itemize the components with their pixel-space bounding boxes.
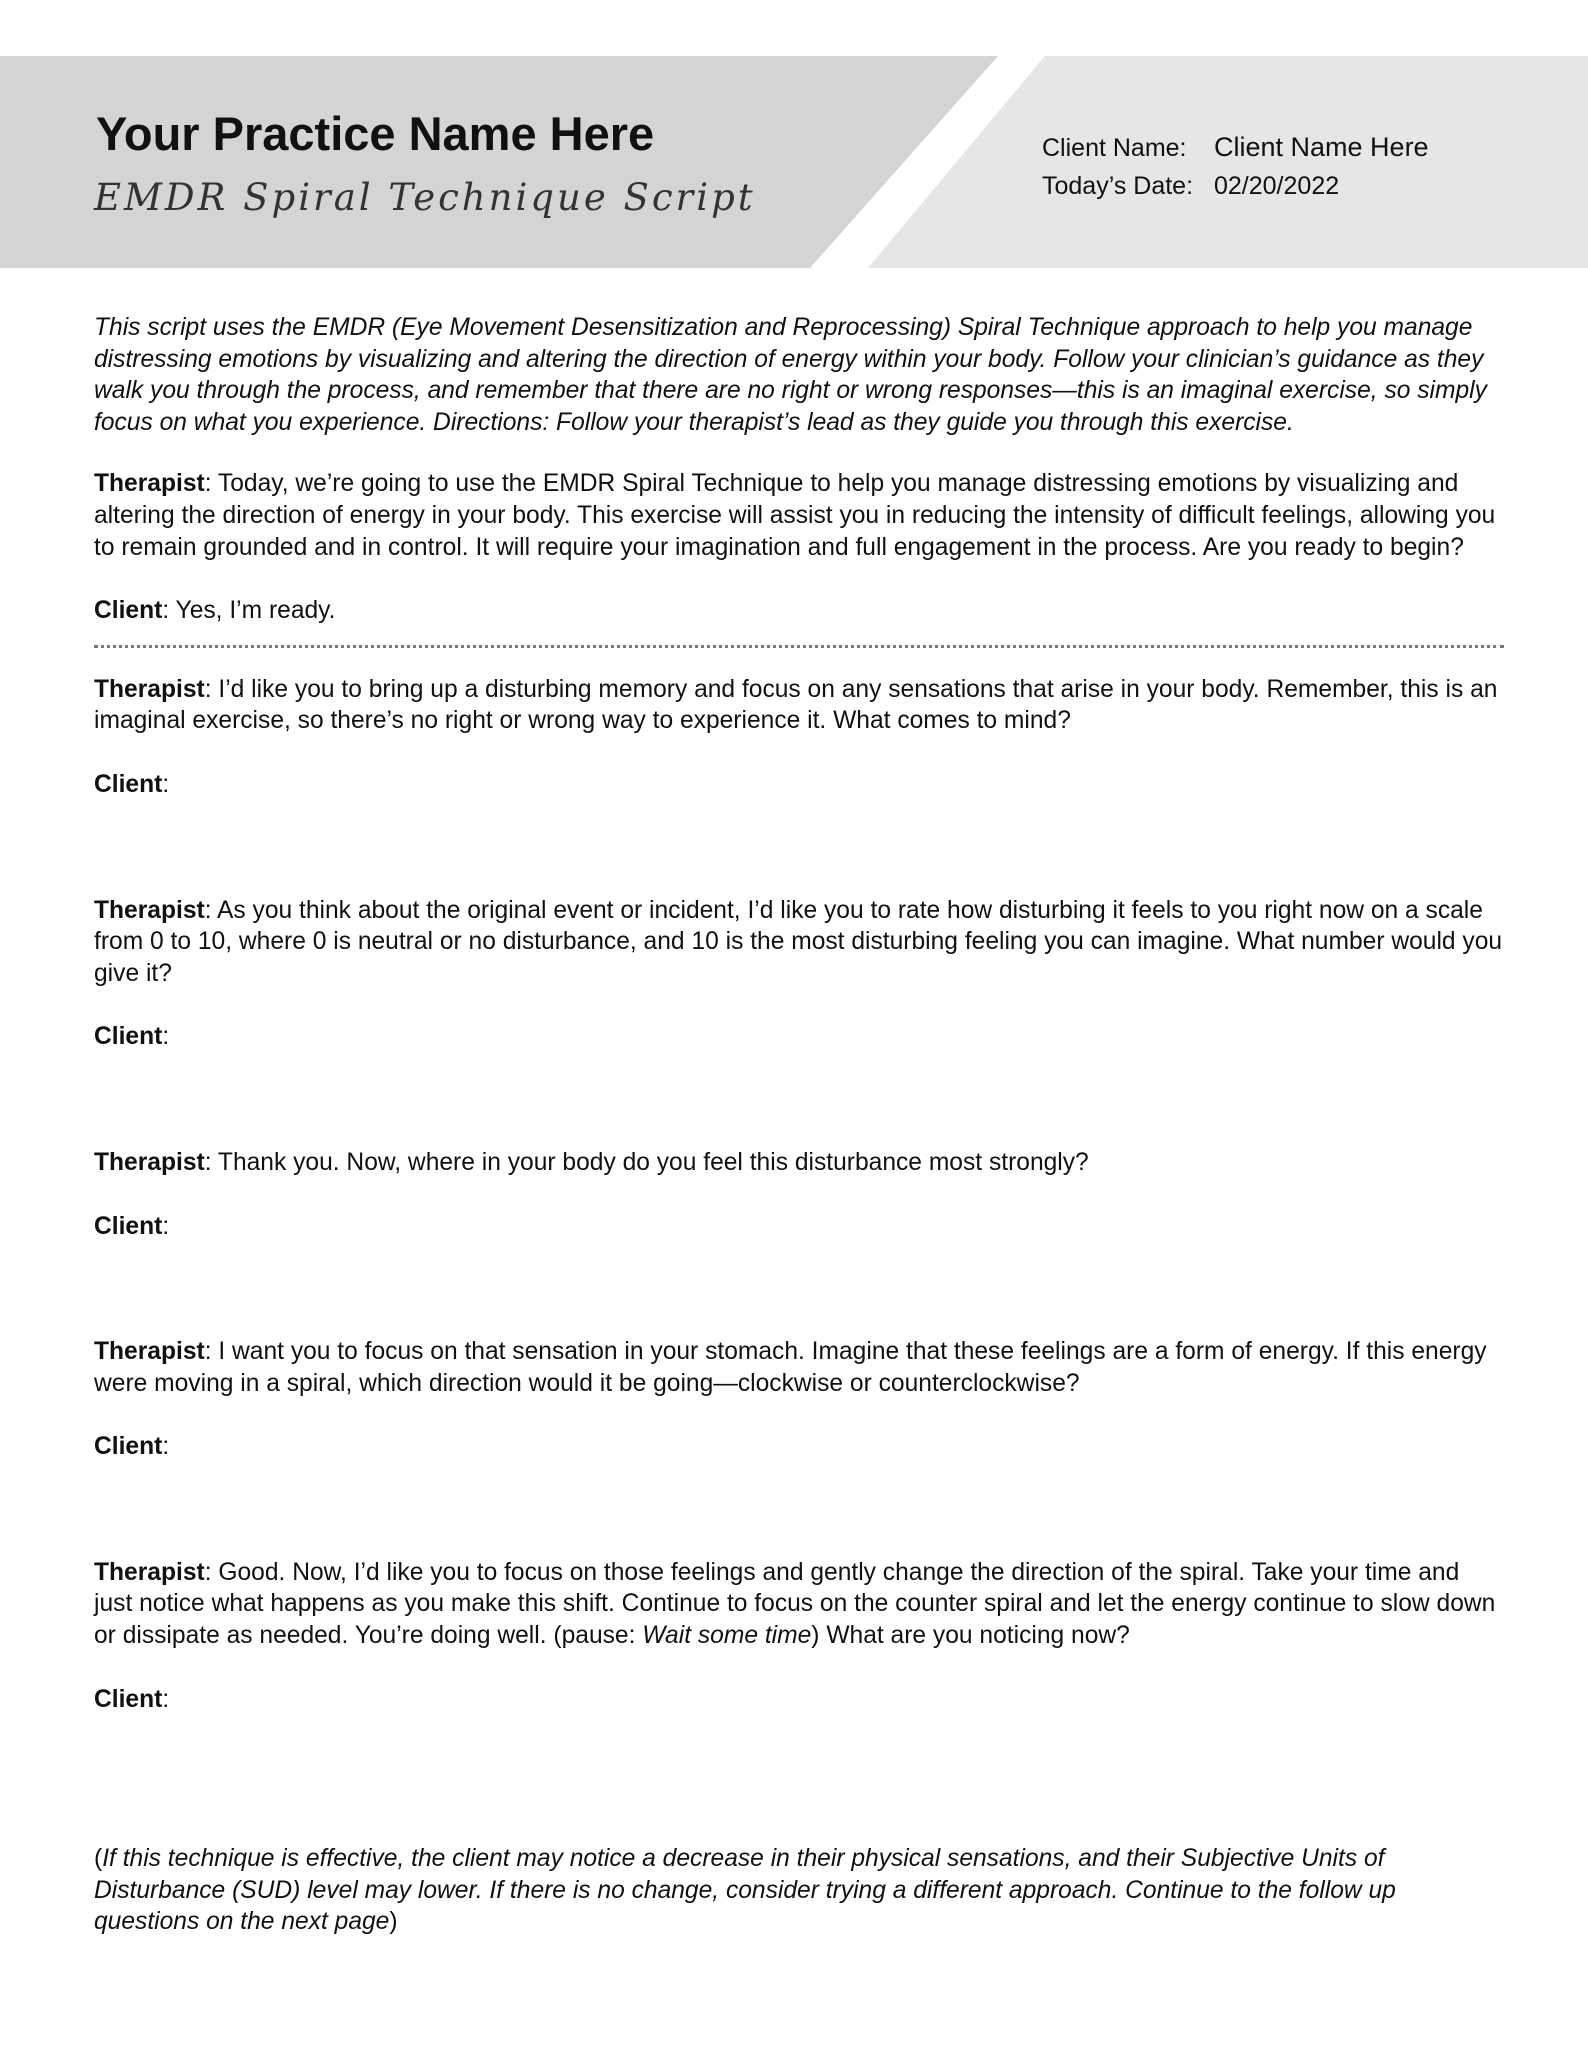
practice-name: Your Practice Name Here	[96, 107, 655, 160]
speaker-therapist: Therapist	[94, 1558, 205, 1586]
client-text: :	[162, 1212, 170, 1240]
prompt-2-therapist-line	[94, 895, 1504, 990]
client-name-row	[1042, 132, 1429, 172]
speaker-client: Client	[94, 1212, 163, 1240]
client-text: :	[162, 770, 170, 798]
speaker-client: Client	[94, 770, 163, 798]
prompt-5-client-line	[94, 1684, 1504, 1716]
script-body	[94, 312, 1504, 1938]
prompt-1-therapist-line	[94, 674, 1504, 737]
speaker-therapist: Therapist	[94, 1148, 205, 1176]
open-paren: (	[94, 1845, 103, 1873]
client-text: :	[162, 1023, 170, 1051]
therapist-text: : Good. Now, I’d like you to focus on those feelings and gently change the direction of the spiral. Take your time and just notice what happens as you make this shift. Continue to focus on the counter spiral and let the energy continue to slow down or dissipate as needed. You’re doing well. (pause:	[94, 1558, 1496, 1650]
client-text: :	[162, 1433, 170, 1461]
dotted-divider	[94, 645, 1504, 648]
client-name-label: Client Name:	[1042, 134, 1187, 162]
client-name-value: Client Name Here	[1214, 132, 1429, 162]
prompt-2-client-line	[94, 1021, 1504, 1053]
speaker-therapist: Therapist	[94, 675, 205, 703]
opening-therapist-line	[94, 468, 1504, 563]
therapist-text: : I’d like you to bring up a disturbing memory and focus on any sensations that arise in your body. Remember, this is an imaginal exercise, so there’s no right or wrong way to experience it. What comes to mind?	[94, 675, 1498, 735]
therapist-text: : Thank you. Now, where in your body do you feel this disturbance most strongly?	[204, 1148, 1089, 1176]
therapist-text: : As you think about the original event or incident, I’d like you to rate how disturbing it feels to you right now on a scale from 0 to 10, where 0 is neutral or no disturbance, and 10 is the most disturbing feeling you can imagine. What number would you give it?	[94, 896, 1503, 987]
client-text: : Yes, I’m ready.	[162, 597, 336, 625]
date-value: 02/20/2022	[1214, 172, 1340, 200]
pause-note: Wait some time	[642, 1622, 812, 1650]
date-row	[1042, 172, 1429, 212]
script-title: EMDR Spiral Technique Script	[94, 176, 756, 219]
prompt-5-therapist-line	[94, 1557, 1504, 1652]
prompt-3-client-line	[94, 1211, 1504, 1243]
speaker-client: Client	[94, 1023, 163, 1051]
speaker-client: Client	[94, 597, 163, 625]
prompt-4-client-line	[94, 1431, 1504, 1463]
header-banner	[0, 56, 1588, 268]
speaker-client: Client	[94, 1685, 163, 1713]
date-label: Today’s Date:	[1042, 172, 1194, 200]
prompt-4-therapist-line	[94, 1336, 1504, 1399]
banner-left-panel	[0, 56, 998, 268]
prompt-1-client-line	[94, 769, 1504, 801]
speaker-client: Client	[94, 1433, 163, 1461]
closing-note	[94, 1843, 1504, 1938]
speaker-therapist: Therapist	[94, 896, 205, 924]
closing-text: If this technique is effective, the client may notice a decrease in their physical sensations, and their Subjective Units of Disturbance (SUD) level may lower. If there is no change, consider trying a different approach. Continue to the follow up questions on the next page	[94, 1845, 1396, 1936]
speaker-therapist: Therapist	[94, 1338, 205, 1366]
speaker-therapist: Therapist	[94, 470, 205, 498]
intro-paragraph: This script uses the EMDR (Eye Movement Desensitization and Reprocessing) Spiral Technique approach to help you manage distressing emotions by visualizing and altering the direction of energy within your body. Follow your clinician’s guidance as they walk you through the process, and remember that there are no right or wrong responses—this is an imaginal exercise, so simply focus on what you experience. Directions: Follow your therapist’s lead as they guide you through this exercise.	[94, 314, 1487, 436]
prompt-3-therapist-line	[94, 1147, 1504, 1179]
client-text: :	[162, 1685, 170, 1713]
therapist-text-end: ) What are you noticing now?	[811, 1622, 1130, 1650]
close-paren: )	[389, 1908, 398, 1936]
client-info	[1042, 132, 1429, 212]
therapist-text: : Today, we’re going to use the EMDR Spiral Technique to help you manage distressing emotions by visualizing and altering the direction of energy in your body. This exercise will assist you in reducing the intensity of difficult feelings, allowing you to remain grounded and in control. It will require your imagination and full engagement in the process. Are you ready to begin?	[94, 470, 1496, 561]
opening-client-line	[94, 595, 1504, 627]
therapist-text: : I want you to focus on that sensation in your stomach. Imagine that these feelings are a form of energy. If this energy were moving in a spiral, which direction would it be going—clockwise or counterclockwise?	[94, 1338, 1487, 1397]
